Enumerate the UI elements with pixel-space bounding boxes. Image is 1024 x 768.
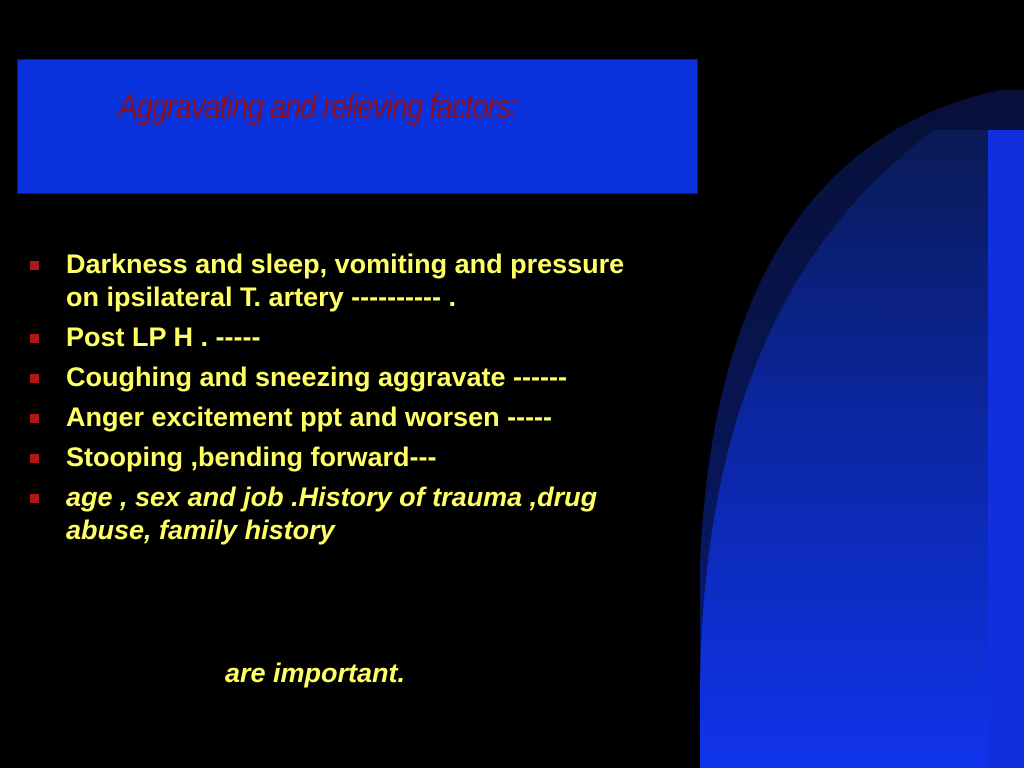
bullet-text: Darkness and sleep, vomiting and pressure on ipsilateral T. artery ---------- . bbox=[66, 249, 625, 312]
bullet-list bbox=[30, 248, 660, 554]
slide-title: Aggravating and relieving factors: bbox=[118, 88, 517, 126]
bullet-text: Stooping ,bending forward--- bbox=[66, 442, 437, 472]
bullet-item bbox=[30, 248, 660, 314]
bullet-text: age , sex and job .History of trauma ,drug abuse, family history bbox=[66, 482, 598, 545]
title-box bbox=[17, 59, 698, 194]
bullet-item bbox=[30, 441, 660, 474]
decorative-panel bbox=[700, 130, 1024, 768]
bullet-square-icon bbox=[30, 494, 39, 503]
closing-line: are important. bbox=[225, 658, 406, 688]
bullet-square-icon bbox=[30, 334, 39, 343]
bullet-text: Post LP H . ----- bbox=[66, 322, 261, 352]
bullet-item bbox=[30, 401, 660, 434]
bullet-square-icon bbox=[30, 454, 39, 463]
decorative-right-strip bbox=[988, 130, 1024, 768]
bullet-text: Coughing and sneezing aggravate ------ bbox=[66, 362, 568, 392]
bullet-text: Anger excitement ppt and worsen ----- bbox=[66, 402, 553, 432]
bullet-item bbox=[30, 481, 660, 547]
bullet-item bbox=[30, 321, 660, 354]
bullet-square-icon bbox=[30, 374, 39, 383]
bullet-square-icon bbox=[30, 414, 39, 423]
bullet-item bbox=[30, 361, 660, 394]
bullet-square-icon bbox=[30, 261, 39, 270]
